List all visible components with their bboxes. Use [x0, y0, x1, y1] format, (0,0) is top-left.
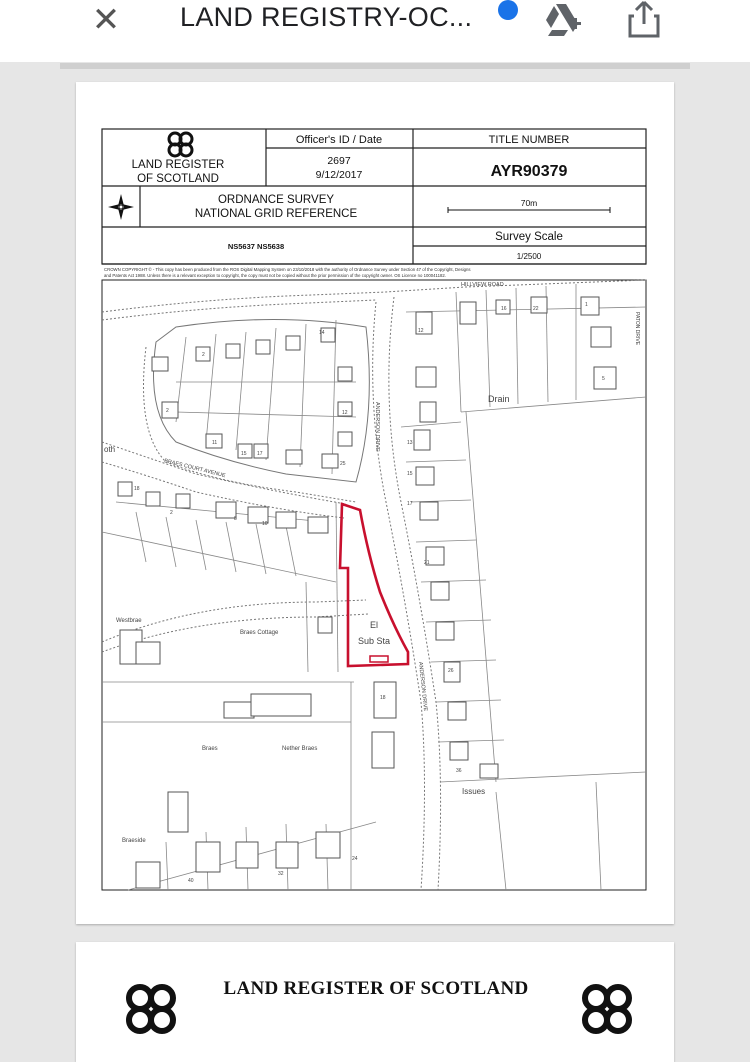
registry-line-1: LAND REGISTER [131, 159, 225, 171]
label-westbrae: Westbrae [116, 618, 142, 624]
map-number: 1 [585, 302, 588, 308]
land-register-logo-left [116, 974, 186, 1044]
registry-line-2: OF SCOTLAND [137, 173, 219, 185]
add-to-drive-icon[interactable] [538, 0, 586, 40]
map [102, 280, 646, 890]
document-title: LAND REGISTRY-OC... [180, 2, 473, 32]
officer-date: 9/12/2017 [315, 169, 363, 181]
map-number: 18 [134, 486, 140, 492]
title-number-label: TITLE NUMBER [488, 134, 570, 146]
map-number: 21 [424, 560, 430, 566]
map-number: 17 [257, 451, 263, 457]
title-number: AYR90379 [490, 163, 568, 180]
map-number: 24 [352, 856, 358, 862]
map-number: 5 [602, 376, 605, 382]
map-number: 36 [456, 768, 462, 774]
map-number: 40 [188, 878, 194, 884]
os-line-1: ORDNANCE SURVEY [217, 194, 335, 206]
map-number: 11 [212, 440, 218, 446]
map-number: 17 [407, 501, 413, 507]
map-number: 15 [407, 471, 413, 477]
label-oth: oth [104, 445, 116, 454]
label-paton: PATON DRIVE [634, 312, 640, 346]
close-icon[interactable]: ✕ [91, 0, 121, 40]
map-number: 16 [501, 306, 507, 312]
map-number: 2 [202, 352, 205, 358]
north-arrow-icon [108, 194, 134, 220]
page-2-title: LAND REGISTER OF SCOTLAND [223, 978, 529, 999]
copyright-line-2: and Patents Act 1988. Unless there is a relevant exception to copyright, the copy must not be copied without the prior permission of the copyright owner. OS Licence no 100041182. [104, 273, 446, 278]
officer-id: 2697 [327, 155, 351, 167]
label-braeside: Braeside [122, 838, 146, 844]
map-number: 26 [448, 668, 454, 674]
survey-scale: 1/2500 [516, 252, 542, 261]
map-number: 18 [380, 695, 386, 701]
share-icon[interactable] [620, 0, 668, 42]
map-number: 14 [319, 330, 325, 336]
map-number: 25 [340, 461, 346, 467]
grid-refs: NS5637 NS5638 [227, 242, 285, 251]
label-anderson-lower: ANDERSON DRIVE [417, 661, 429, 712]
survey-scale-label: Survey Scale [495, 231, 563, 243]
map-number: 12 [418, 328, 424, 334]
land-register-logo-right [572, 974, 642, 1044]
document-page-2 [76, 942, 674, 1062]
map-number: 8 [234, 516, 237, 522]
status-dot [498, 0, 518, 20]
label-anderson-upper: ANDERSON DRIVE [374, 402, 380, 452]
os-line-2: NATIONAL GRID REFERENCE [194, 208, 358, 220]
map-number: 22 [533, 306, 539, 312]
map-number: 2 [166, 408, 169, 414]
map-number: 32 [278, 871, 284, 877]
label-braes-court: BRAES COURT AVENUE [163, 458, 227, 480]
map-number: 15 [241, 451, 247, 457]
map-number: 10 [262, 521, 268, 527]
label-drain: Drain [488, 394, 510, 404]
map-number: 12 [342, 410, 348, 416]
label-braes: Braes [202, 746, 218, 752]
label-hillview: HILLVIEW ROAD [461, 282, 504, 288]
title-plan [76, 82, 674, 924]
viewer-toolbar [0, 0, 750, 62]
copyright-line-1: CROWN COPYRIGHT © - This copy has been produced from the ROS Digital Mapping System on 23/10/2018 with the authority of Ordnance Survey under Section 47 of the Copyright, Designs [104, 267, 471, 272]
document-page-1 [76, 82, 674, 924]
plan-header [102, 129, 646, 264]
label-nether-braes: Nether Braes [282, 746, 318, 752]
scale-bar-label: 70m [520, 198, 538, 208]
map-number: 13 [407, 440, 413, 446]
label-el: El [370, 620, 379, 630]
map-number: 2 [170, 510, 173, 516]
officer-label: Officer's ID / Date [295, 134, 383, 146]
land-register-logo [169, 133, 192, 156]
label-sub-sta: Sub Sta [358, 636, 391, 646]
label-issues: Issues [462, 787, 486, 796]
label-braes-cottage: Braes Cottage [240, 630, 279, 636]
viewer-scroll-edge [60, 63, 690, 69]
